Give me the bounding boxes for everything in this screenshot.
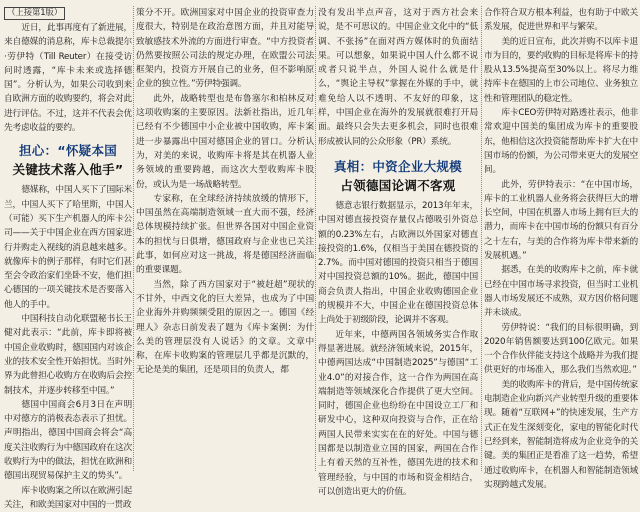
article-paragraph: 此外，战略转型也是布鲁塞尔和柏林反对这项收购案的主要原因。法新社指出，近几年已经有不少德国中小企业被中国收购，库卡案进一步暴露出中国对德国企业的冒口。分析认为，对美的来说，收购库卡将是其在机器人业务领域的重要跨越，而这次大型收购库卡股份，或认为是一场战略转型。 [136,93,314,190]
article-paragraph: 美的近日宣布，此次并购不以库卡退市为目的，要约收购的目标是将库卡的持股从13.5%提高至30%以上。将尽力维持库卡在德国的上市公司地位、业务独立性和管理团队的稳定性。 [484,36,638,104]
article-paragraph: 劳伊特说：“我们的目标很明确，到2020年销售额要达到100亿欧元。如果一个合作伙伴能支持这个战略并为我们提供更好的市场准入，那么我们当然欢迎。” [484,322,638,376]
section-headline [4,141,132,179]
article-paragraph: 库卡收购案之所以在欧洲引起关注，和欧美国家对中国的一贯政 [4,485,132,510]
article-paragraph: 合作符合双方根本利益，也有助于中欧关系发展，促进世界和平与繁荣。 [484,8,638,33]
article-paragraph: 德意志银行数据显示，2013年年末，中国对德直接投资存量仅占德吸引外资总额的0.23%左右，占欧洲以外国家对德直接投资的1.6%，仅相当于美国在德投资的2.7%。而中国对德国的投资只相当于德国对中国投资总额的10%。据此，德国中国商会负责人指出，中国企业收购德国企业的规模并不大，中国企业在德国投资总体上尚处于初级阶段，论调并不客观。 [318,200,478,326]
article-paragraph: 近日，此事再度有了新进展，来自德媒的消息称，库卡总裁提尔·劳伊特（Till Reuter）在接受访问时透露，“库卡未来或选择德国”。分析认为，如果公司收到来自欧洲方面的收购要约，将会对此进行评估。不过，这并不代表会优先考虑收益的要约。 [4,23,132,134]
column-1 [4,6,132,510]
continued-from-tag: （上接第1版） [4,7,65,20]
article-paragraph: 近年来，中德两国各领域务实合作取得显著进展。就经济领域来说，2015年，中德两国达成“中国制造2025”与德国“工业4.0”的对接合作，这一合作为两国在高端制造等领域深化合作提供了更大空间。同时，德国企业也纷纷在中国设立工厂和研发中心，这种双向投资与合作，正在给两国人民带来实实在在的好处。中国与德国都是以制造业立国的国家，两国在合作上有着天然的互补性，德国先进的技术和管理经验，与中国的市场和资金相结合，可以创造出更大的价值。 [318,329,478,497]
article-paragraph: 库卡CEO劳伊特对路透社表示，他非常欢迎中国美的集团成为库卡的重要股东，他相信这次投资能帮助库卡扩大在中国市场的份额，为公司带来更大的发展空间。 [484,108,639,176]
column-4 [484,6,639,490]
article-paragraph: 专家称，在全球经济持续放缓的情形下，中国虽然在高端制造领域一直大而不强，经济总体规模持续扩张。但世界各国对中国企业资本的担忧与日俱增，德国政府与企业也已关注此事，如何应对这一挑战，将是德国经济面临的重要课题。 [136,193,314,276]
article-paragraph: 没有发出半点声音，这对于西方社会来说，是不可思议的。中国企业文化中的“低调、不张扬”在面对西方媒体时的负面结果。可以想象，如果说中国人什么都不说或者只说半点，外国人说什么就是什么，“舆论主导权”掌握在外媒的手中，就难免给人以不透明、不友好的印象，这样，中国企业在海外的发展就很难打开局面。最终只会失去更多机会，同时也很难形成被认同的公众形象（PR）系统。 [318,8,478,147]
article-paragraph: 当然，除了西方国家对于“被赶超”现状的不甘外，中西文化的巨大差异，也成为了中国企业海外并购频频受阻的原因之一。德国《经理人》杂志日前发表了题为《库卡案例：为什么美的管理层没有人说话》的文章。文章中称，在库卡收购案的管理层几乎都是沉默的，无论是美的集团，还是项目的负责人，都 [136,279,314,376]
headline-line-2: 占领德国论调不客观 [340,177,456,193]
article-paragraph: 据悉，在美的收购库卡之前，库卡就已经在中国市场寻求投资，但当时工业机器人市场发展还不成熟，双方因价格问题并未谈成。 [484,265,638,319]
article-paragraph: 策分不开。欧洲国家对中国企业的投资审查力度很大，特别是在政治意图方面，并且对能导致敏感技术外流的方面进行审查。“中方投资者仍然要按照公司法的规定办理，在欧盟公司法框架内，投资方开展自己的业务，但不影响原企业的独立性。”劳伊特强调。 [136,8,314,90]
article-paragraph: 中国科技自动化联盟秘书长王健对此表示：“此前，库卡即将被中国企业收购时，德国国内对该企业的技术安全性开始担忧。当时外界为此曾担心收购方在收购后会控制技术，并逐步转移至中国。” [4,314,132,396]
article-paragraph: 美的收购库卡的背后，是中国传统家电制造企业向新兴产业转型升级的重要体现。随着“互联网+”的快速发展，生产方式正在发生深刻变化，家电的智能化时代已经到来，智能制造将成为企业竞争的关键。美的集团正是看准了这一趋势，希望通过收购库卡，在机器人和智能制造领域实现跨越式发展。 [484,379,638,490]
headline-line-1: 真相：中资企业大规模 [333,158,462,174]
column-3 [318,6,478,497]
column-divider [481,6,482,471]
headline-line-1: 担心：“怀疑本国 [18,143,118,159]
article-paragraph: 此外，劳伊特表示：“在中国市场，库卡的工业机器人业务将会获得巨大的增长空间，中国在机器人市场上拥有巨大的潜力，而库卡在中国市场的份额只有百分之十左右，与美的合作将为库卡带来新的发展机遇。” [484,179,638,262]
column-divider [315,6,316,471]
section-headline [318,157,478,195]
column-2 [136,6,314,471]
column-divider [133,6,134,471]
headline-line-2: 关键技术落入他手” [12,162,124,178]
article-paragraph: 德国中国商会6月3日在声明中对德方的消极表态表示了担忧。声明指出，德国中国商会将会“高度关注收购行为中德国政府在这次收购行为中的做法，担忧在欧洲和德国出现贸易保护主义的势头”。 [4,399,132,482]
article-paragraph: 德媒称，中国人买下了国际米兰，中国人买下了哈里斯，中国人（可能）买下生产机器人的库卡公司——关于中国企业在西方国家进行并购走入视线的消息越来越多。就像库卡的例子那样，有时它们甚至会令政治家们坐卧不安，他们担心德国的一项关键技术是否要落入他人的手中。 [4,185,132,310]
